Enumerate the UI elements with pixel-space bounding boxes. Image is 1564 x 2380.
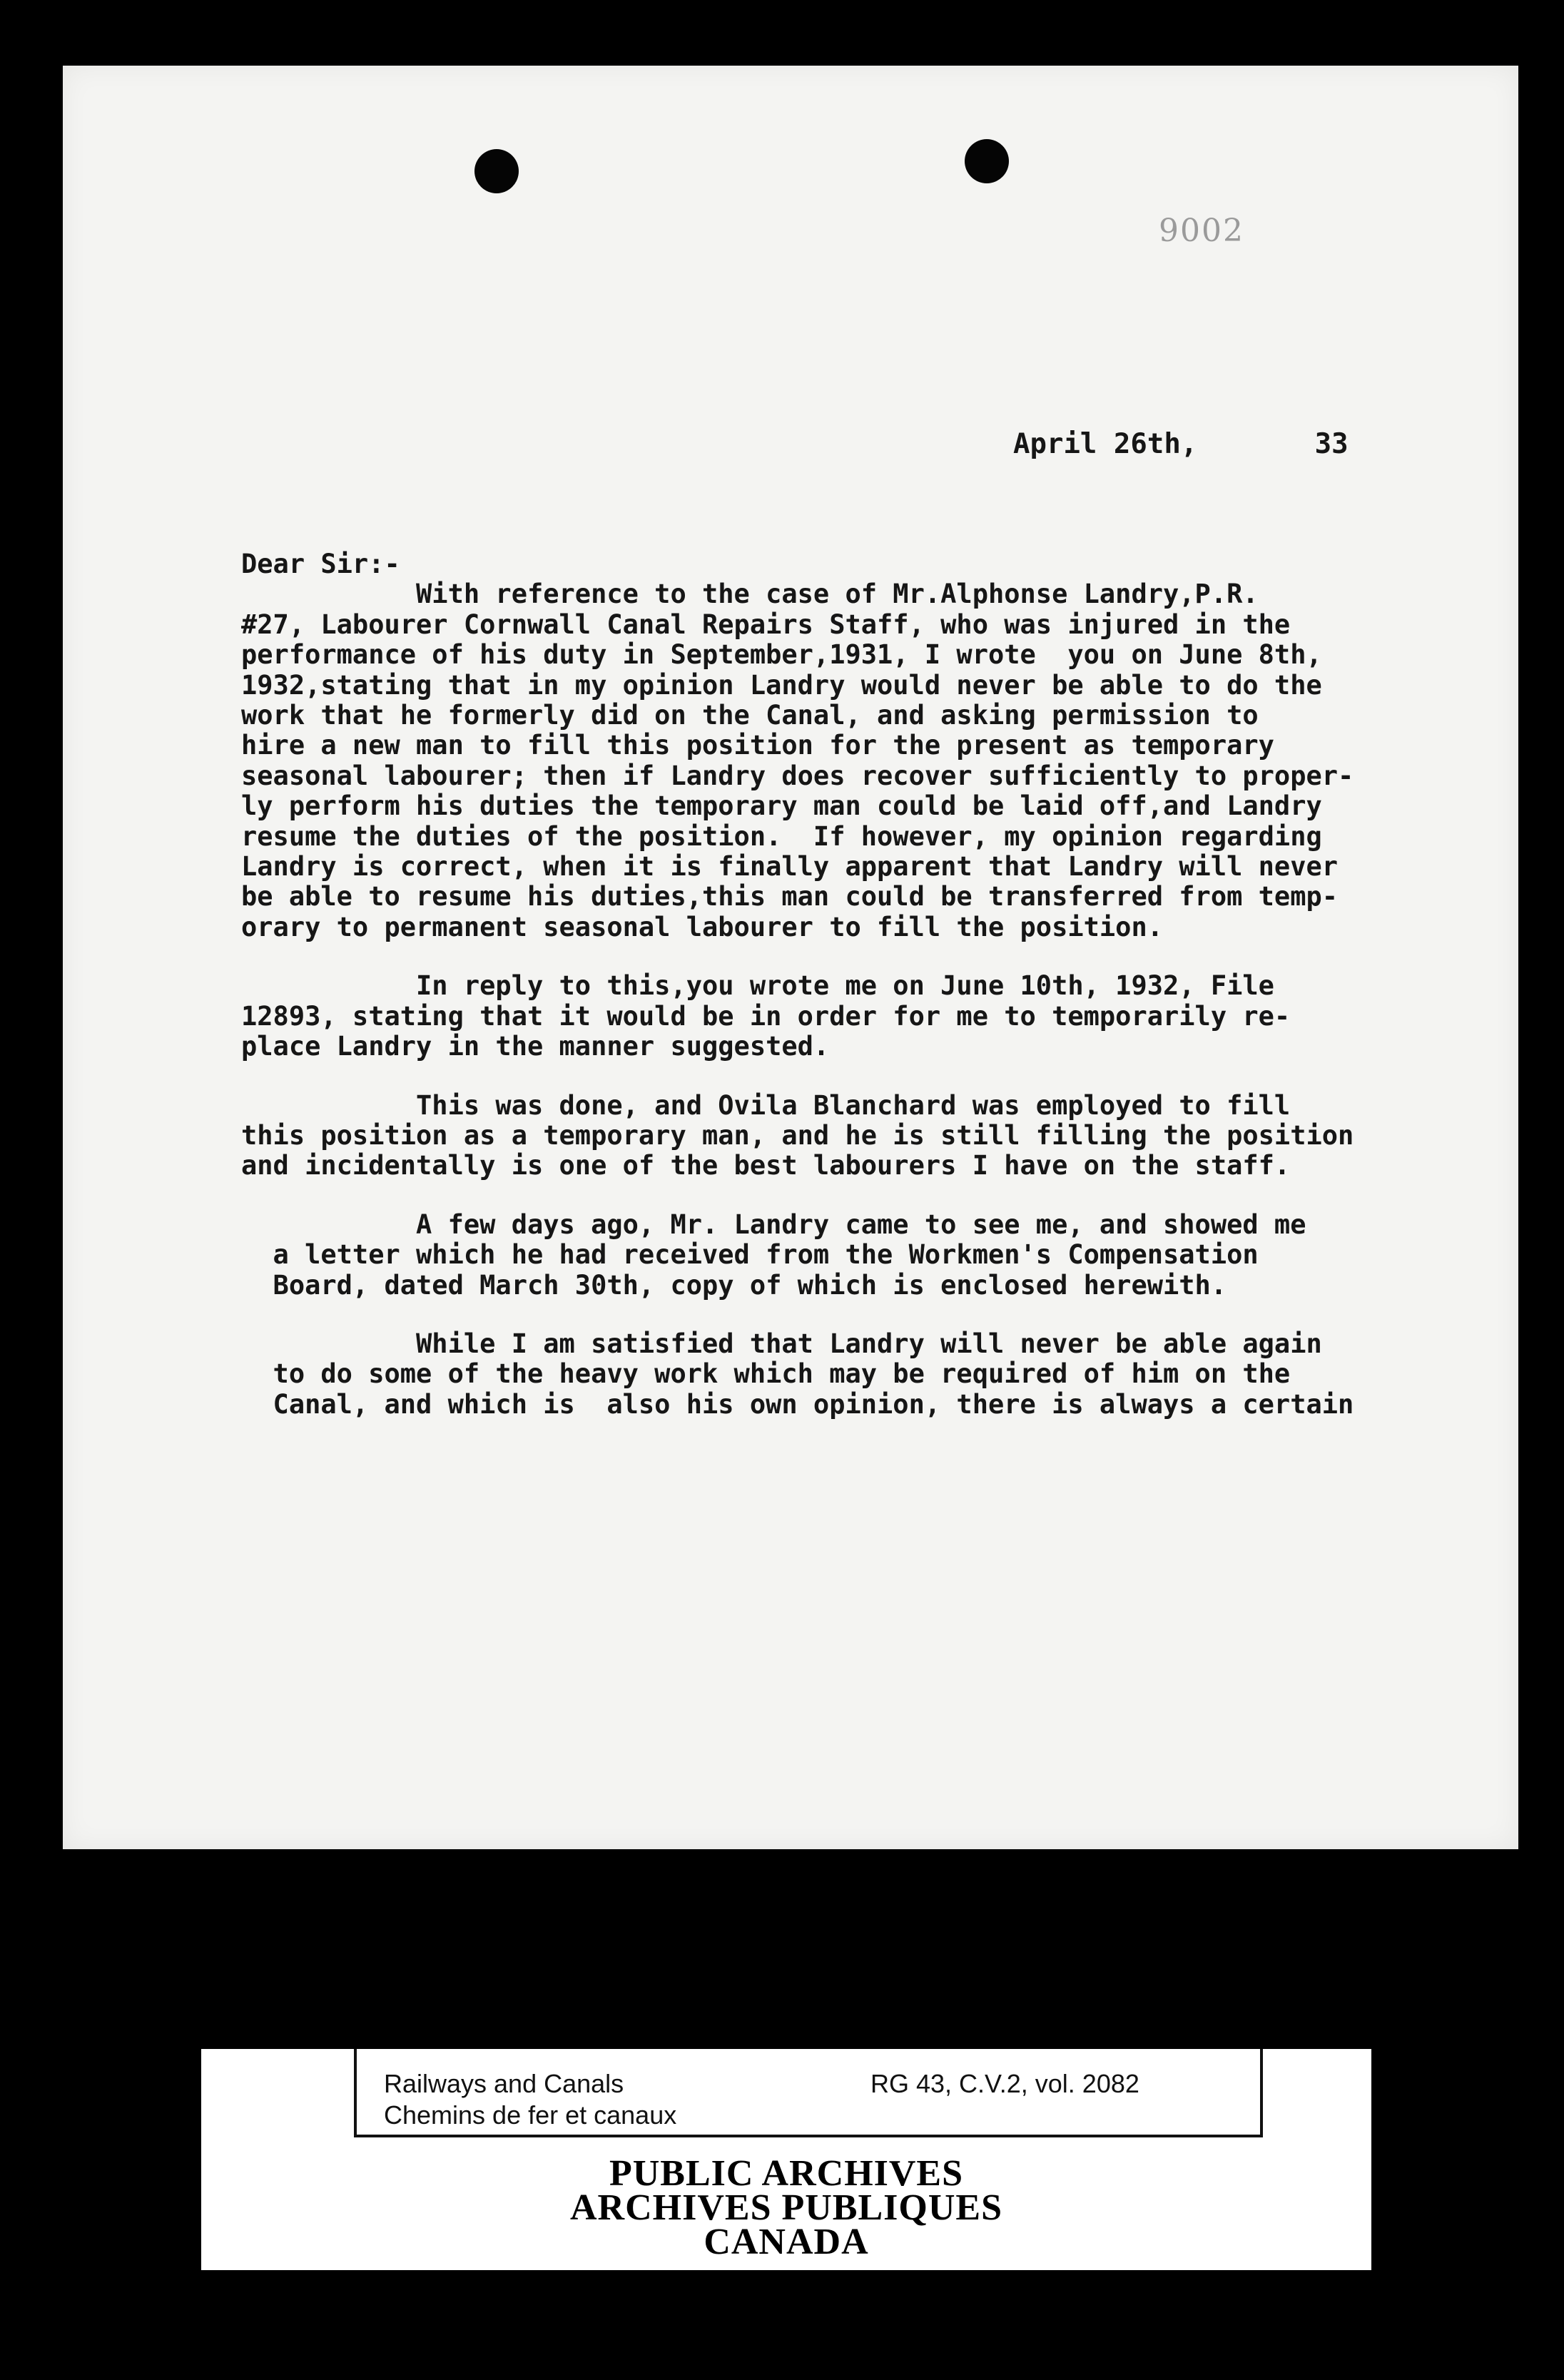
text-line: 1932,stating that in my opinion Landry would never be able to do the — [241, 669, 1322, 701]
text-line: With reference to the case of Mr.Alphonse Landry,P.R. — [241, 579, 1259, 610]
text-line: performance of his duty in September,1931, I wrote you on June 8th, — [241, 639, 1322, 671]
text-line: #27, Labourer Cornwall Canal Repairs Staff, who was injured in the — [241, 609, 1291, 640]
paragraph-4 — [241, 1210, 1497, 1301]
text-line: ly perform his duties the temporary man could be laid off,and Landry — [241, 790, 1322, 822]
letter-body — [241, 549, 1497, 1420]
department-english: Railways and Canals — [384, 2069, 624, 2098]
text-line: 12893, stating that it would be in order for me to temporarily re- — [241, 1000, 1291, 1032]
archive-label — [201, 2049, 1371, 2270]
text-line: Landry is correct, when it is finally apparent that Landry will never — [241, 851, 1339, 883]
salutation: Dear Sir:- — [241, 549, 400, 579]
text-line: work that he formerly did on the Canal, and asking permission to — [241, 700, 1259, 731]
text-line: this position as a temporary man, and he is still filling the position — [241, 1119, 1354, 1151]
paragraph-5 — [241, 1329, 1497, 1420]
text-line: Board, dated March 30th, copy of which is enclosed herewith. — [241, 1269, 1227, 1301]
text-line: place Landry in the manner suggested. — [241, 1031, 830, 1062]
text-line: resume the duties of the position. If however, my opinion regarding — [241, 820, 1322, 852]
archives-title-french: ARCHIVES PUBLIQUES — [569, 2187, 1003, 2228]
paragraph-3 — [241, 1091, 1497, 1181]
paragraph-1 — [241, 579, 1497, 942]
department-french: Chemins de fer et canaux — [384, 2100, 677, 2130]
text-line: be able to resume his duties,this man could be transferred from temp- — [241, 881, 1339, 912]
archives-country: CANADA — [704, 2222, 869, 2262]
text-line: to do some of the heavy work which may be required of him on the — [241, 1358, 1291, 1390]
text-line: A few days ago, Mr. Landry came to see me, and showed me — [241, 1209, 1306, 1240]
text-line: and incidentally is one of the best labourers I have on the staff. — [241, 1150, 1291, 1181]
text-line: This was done, and Ovila Blanchard was employed to fill — [241, 1089, 1291, 1121]
text-line: seasonal labourer; then if Landry does recover sufficiently to proper- — [241, 760, 1354, 791]
text-line: orary to permanent seasonal labourer to fill the position. — [241, 911, 1164, 942]
text-line: In reply to this,you wrote me on June 10th, 1932, File — [241, 970, 1274, 1002]
paragraph-2 — [241, 971, 1497, 1062]
text-line: While I am satisfied that Landry will never be able again — [241, 1328, 1322, 1359]
archive-reference: RG 43, C.V.2, vol. 2082 — [870, 2069, 1139, 2098]
text-line: hire a new man to fill this position for the present as temporary — [241, 730, 1274, 761]
punch-hole-left — [474, 149, 519, 193]
archive-reference-box — [354, 2049, 1263, 2137]
text-line: a letter which he had received from the Workmen's Compensation — [241, 1239, 1259, 1271]
page-number: 9002 — [1159, 213, 1244, 249]
archives-title-english: PUBLIC ARCHIVES — [609, 2153, 964, 2194]
punch-hole-right — [965, 139, 1009, 183]
text-line: Canal, and which is also his own opinion, there is always a certain — [241, 1388, 1354, 1420]
letter-date: April 26th, 33 — [1013, 428, 1349, 460]
